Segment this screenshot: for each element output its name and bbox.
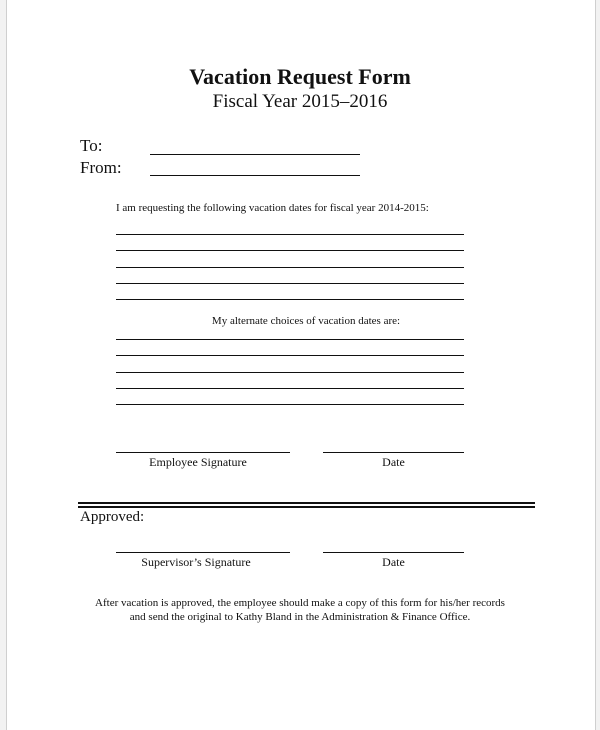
alternate-line[interactable] xyxy=(116,355,464,356)
alternate-prompt: My alternate choices of vacation dates are: xyxy=(211,315,401,327)
section-divider xyxy=(78,502,535,504)
request-line[interactable] xyxy=(116,299,464,300)
notice-line: and send the original to Kathy Bland in the Administration & Finance Office. xyxy=(129,611,471,623)
employee-date-label: Date xyxy=(382,455,405,469)
employee-signature-label: Employee Signature xyxy=(149,455,247,469)
request-prompt: I am requesting the following vacation dates for fiscal year 2014-2015: xyxy=(116,202,429,214)
employee-date-line[interactable] xyxy=(323,452,464,453)
supervisor-date-label: Date xyxy=(382,555,405,569)
alternate-line[interactable] xyxy=(116,339,464,340)
supervisor-signature-line[interactable] xyxy=(116,552,290,553)
request-line[interactable] xyxy=(116,267,464,268)
alternate-line[interactable] xyxy=(116,388,464,389)
alternate-line[interactable] xyxy=(116,404,464,405)
to-field-line[interactable] xyxy=(150,154,360,155)
request-line[interactable] xyxy=(116,283,464,284)
request-line[interactable] xyxy=(116,250,464,251)
section-divider xyxy=(78,506,535,508)
notice-line: After vacation is approved, the employee should make a copy of this form for his/her records xyxy=(95,597,505,609)
employee-signature-line[interactable] xyxy=(116,452,290,453)
approved-label: Approved: xyxy=(80,509,145,525)
supervisor-signature-label: Supervisor’s Signature xyxy=(141,555,251,569)
request-line[interactable] xyxy=(116,234,464,235)
form-subtitle: Fiscal Year 2015–2016 xyxy=(212,91,388,112)
from-field-line[interactable] xyxy=(150,175,360,176)
alternate-line[interactable] xyxy=(116,372,464,373)
submission-notice xyxy=(40,596,560,624)
supervisor-date-line[interactable] xyxy=(323,552,464,553)
to-label: To: xyxy=(80,136,103,155)
from-label: From: xyxy=(80,158,122,177)
form-title: Vacation Request Form xyxy=(189,64,411,89)
